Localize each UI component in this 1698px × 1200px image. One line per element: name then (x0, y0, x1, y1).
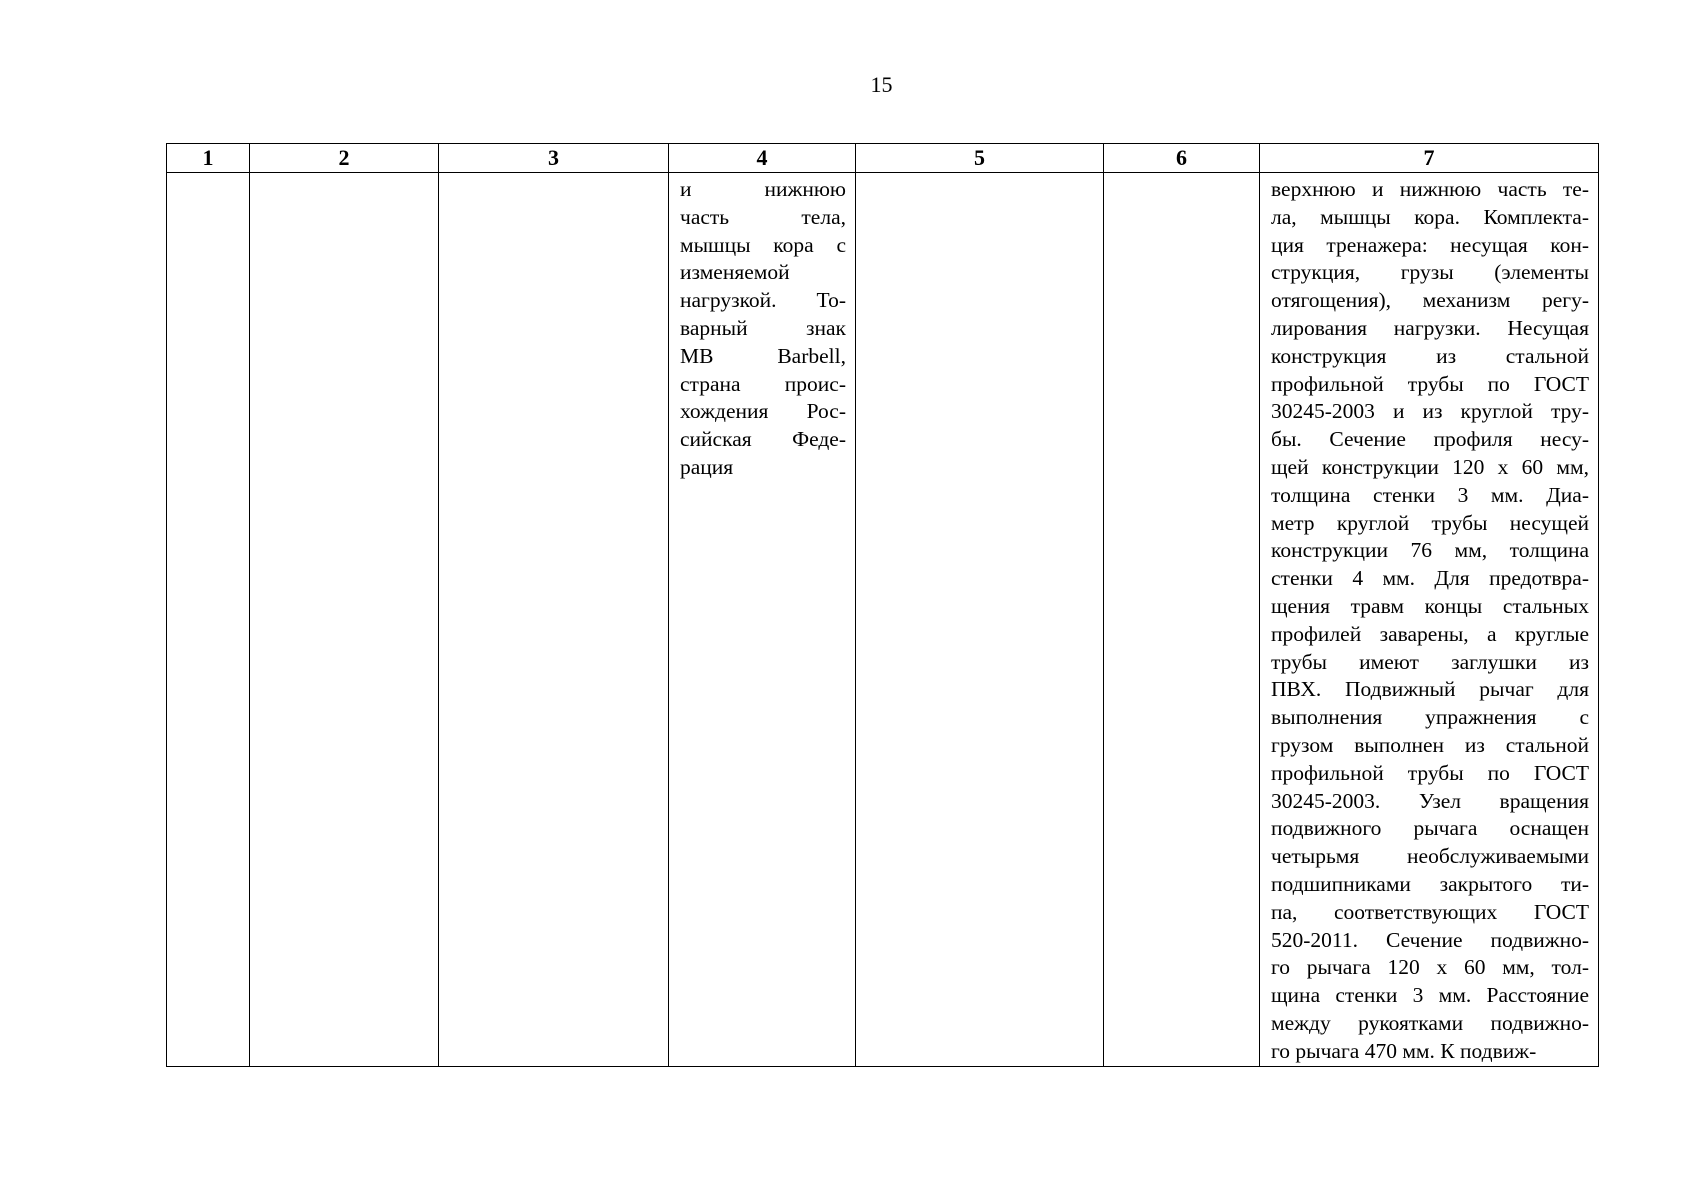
product-name-line: мышцы кора с (680, 232, 846, 257)
specification-line: толщина стенки 3 мм. Диа- (1271, 482, 1589, 507)
specification-line: щей конструкции 120 х 60 мм, (1271, 454, 1589, 479)
specification-description-text (1260, 173, 1598, 1066)
specification-line: 520-2011. Сечение подвижно- (1271, 927, 1589, 952)
product-name-line: MB Barbell, (680, 343, 846, 368)
cell-col7 (1260, 173, 1599, 1067)
specification-line: подвижного рычага оснащен (1271, 816, 1589, 841)
cell-col2 (250, 173, 439, 1067)
specification-table (166, 143, 1599, 1067)
specification-line: между рукоятками подвижно- (1271, 1010, 1589, 1035)
specification-line: ла, мышцы кора. Комплекта- (1271, 204, 1589, 229)
product-name-line: часть тела, (680, 204, 846, 229)
specification-line: метр круглой трубы несущей (1271, 510, 1589, 535)
specification-line: верхнюю и нижнюю часть те- (1271, 177, 1589, 201)
specification-line: 30245-2003 и из круглой тру- (1271, 399, 1589, 424)
specification-line: стенки 4 мм. Для предотвра- (1271, 566, 1589, 591)
product-name-line: изменяемой (680, 260, 790, 285)
specification-line: щения травм концы стальных (1271, 593, 1589, 618)
column-header-4: 4 (669, 144, 856, 173)
specification-line: го рычага 120 х 60 мм, тол- (1271, 955, 1589, 980)
product-name-line: и нижнюю (680, 177, 846, 201)
product-name-line: рация (680, 454, 734, 479)
cell-col3 (439, 173, 669, 1067)
product-name-line: сийская Феде- (680, 427, 846, 452)
column-header-3: 3 (439, 144, 669, 173)
specification-line: лирования нагрузки. Несущая (1271, 315, 1589, 340)
specification-line: па, соответствующих ГОСТ (1271, 899, 1589, 924)
cell-col4 (669, 173, 856, 1067)
product-name-text (669, 173, 855, 482)
product-name-line: страна проис- (680, 371, 846, 396)
specification-line: струкция, грузы (элементы (1271, 260, 1589, 285)
product-name-line: хождения Рос- (680, 399, 846, 424)
specification-line: грузом выполнен из стальной (1271, 732, 1589, 757)
table-row (167, 173, 1599, 1067)
specification-line: профильной трубы по ГОСТ (1271, 760, 1589, 785)
column-header-2: 2 (250, 144, 439, 173)
column-header-5: 5 (856, 144, 1104, 173)
specification-line: профильной трубы по ГОСТ (1271, 371, 1589, 396)
specification-line: подшипниками закрытого ти- (1271, 871, 1589, 896)
specification-line: 30245-2003. Узел вращения (1271, 788, 1589, 813)
specification-line: отягощения), механизм регу- (1271, 288, 1589, 313)
product-name-line: варный знак (680, 315, 846, 340)
column-header-7: 7 (1260, 144, 1599, 173)
cell-col6 (1104, 173, 1260, 1067)
specification-line: бы. Сечение профиля несу- (1271, 427, 1589, 452)
product-name-line: нагрузкой. То- (680, 288, 846, 313)
cell-col5 (856, 173, 1104, 1067)
specification-line: конструкция из стальной (1271, 343, 1589, 368)
specification-line: ПВХ. Подвижный рычаг для (1271, 677, 1589, 702)
header-row (167, 144, 1599, 173)
page-number: 15 (870, 72, 893, 97)
specification-line: профилей заварены, а круглые (1271, 621, 1589, 646)
specification-line: го рычага 470 мм. К подвиж- (1271, 1038, 1537, 1063)
specification-line: трубы имеют заглушки из (1271, 649, 1589, 674)
specification-line: выполнения упражнения с (1271, 705, 1589, 730)
specification-line: ция тренажера: несущая кон- (1271, 232, 1589, 257)
specification-line: щина стенки 3 мм. Расстояние (1271, 983, 1589, 1008)
specification-line: конструкции 76 мм, толщина (1271, 538, 1589, 563)
column-header-6: 6 (1104, 144, 1260, 173)
cell-col1 (167, 173, 250, 1067)
specification-line: четырьмя необслуживаемыми (1271, 844, 1589, 869)
column-header-1: 1 (167, 144, 250, 173)
